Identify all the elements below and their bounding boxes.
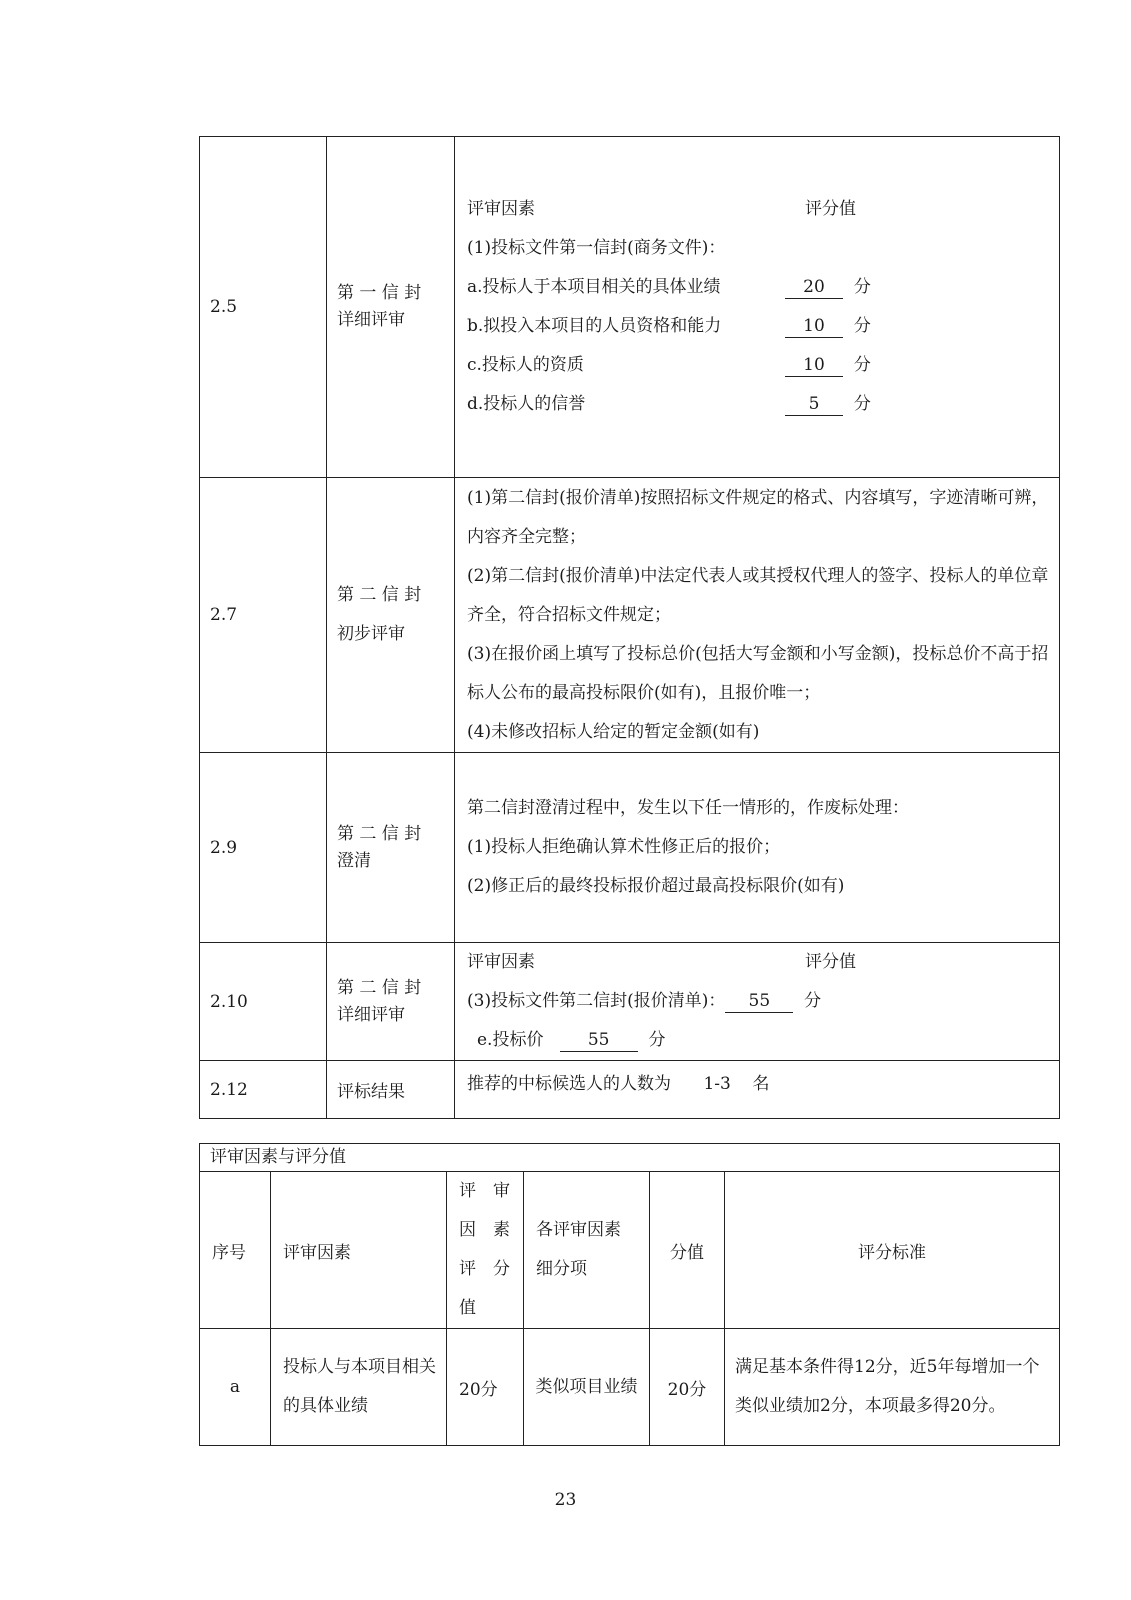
table-caption-row xyxy=(200,1144,1060,1172)
clause-name xyxy=(327,478,455,753)
clause-number: 2.5 xyxy=(200,137,327,478)
page-number: 23 xyxy=(554,1490,577,1510)
score-item-label: e.投标价 xyxy=(477,1030,544,1050)
clause-number: 2.10 xyxy=(200,943,327,1061)
score-item-value: 10 xyxy=(785,315,843,338)
clause-number: 2.9 xyxy=(200,753,327,943)
clause-content xyxy=(455,943,1060,1061)
header-line: 评 审 xyxy=(459,1181,510,1201)
header-line: 细分项 xyxy=(536,1259,587,1279)
clause-name-line: 澄清 xyxy=(337,850,371,871)
header-factor: 评审因素 xyxy=(271,1172,447,1329)
clause-number: 2.7 xyxy=(200,478,327,753)
paragraph: (1)第二信封(报价清单)按照招标文件规定的格式、内容填写，字迹清晰可辨，内容齐全完整； xyxy=(467,487,1049,547)
header-line: 各评审因素 xyxy=(536,1220,621,1240)
score-item-value: 55 xyxy=(560,1029,638,1052)
table-row xyxy=(200,753,1060,943)
score-item xyxy=(467,307,1051,346)
score-item-unit: 分 xyxy=(804,991,822,1011)
clause-name: 评标结果 xyxy=(327,1061,455,1119)
score-item-value: 5 xyxy=(785,393,843,416)
header-sub-item xyxy=(524,1172,650,1329)
clause-content xyxy=(455,478,1060,753)
clause-name-line: 第 二 信 封 xyxy=(337,585,422,605)
clause-name xyxy=(327,943,455,1061)
score-item-value: 20 xyxy=(785,276,843,299)
result-text: 推荐的中标候选人的人数为 xyxy=(467,1074,671,1094)
header-score: 分值 xyxy=(650,1172,725,1329)
table-row xyxy=(200,137,1060,478)
text-line: 第二信封澄清过程中，发生以下任一情形的，作废标处理： xyxy=(467,798,909,818)
clause-name-line: 初步评审 xyxy=(337,624,405,644)
paragraph: (4)未修改招标人给定的暂定金额(如有) xyxy=(467,721,760,742)
value-header: 评分值 xyxy=(805,952,856,972)
score-item-label: d.投标人的信誉 xyxy=(467,394,586,414)
clause-number: 2.12 xyxy=(200,1061,327,1119)
score-item-unit: 分 xyxy=(648,1030,666,1050)
clause-content xyxy=(455,1061,1060,1119)
table-row xyxy=(200,1329,1060,1446)
score-item-label: c.投标人的资质 xyxy=(467,355,584,375)
clause-name xyxy=(327,753,455,943)
score-item-label: b.拟投入本项目的人员资格和能力 xyxy=(467,316,722,336)
score-item-unit: 分 xyxy=(853,277,871,297)
table-row xyxy=(200,1061,1060,1119)
header-line: 评 分 xyxy=(459,1259,510,1279)
scoring-table xyxy=(199,1143,1060,1446)
text-line: (2)修正后的最终投标报价超过最高投标限价(如有) xyxy=(467,876,845,896)
row-criteria: 满足基本条件得12分，近5年每增加一个类似业绩加2分，本项最多得20分。 xyxy=(725,1329,1060,1446)
table-header-row xyxy=(200,1172,1060,1329)
clause-name xyxy=(327,137,455,478)
score-item xyxy=(467,982,1051,1021)
score-item-value: 55 xyxy=(725,990,793,1013)
result-unit: 名 xyxy=(752,1074,770,1094)
evaluation-rules-table xyxy=(199,136,1060,1119)
clause-content xyxy=(455,753,1060,943)
clause-name-line: 第 二 信 封 xyxy=(337,823,422,844)
text-line: (1)投标人拒绝确认算术性修正后的报价； xyxy=(467,837,781,857)
score-item-unit: 分 xyxy=(853,355,871,375)
row-seq: a xyxy=(200,1329,271,1446)
factor-header: 评审因素 xyxy=(467,952,535,972)
row-sub-item: 类似项目业绩 xyxy=(524,1329,650,1446)
clause-content xyxy=(455,137,1060,478)
score-item-unit: 分 xyxy=(853,394,871,414)
header-seq: 序号 xyxy=(200,1172,271,1329)
clause-name-line: 详细评审 xyxy=(337,310,405,330)
value-header: 评分值 xyxy=(805,199,856,219)
row-factor-score: 20分 xyxy=(447,1329,524,1446)
paragraph: (3)在报价函上填写了投标总价(包括大写金额和小写金额)，投标总价不高于招标人公布的最高投标限价(如有)，且报价唯一； xyxy=(467,643,1049,703)
intro-line: (1)投标文件第一信封(商务文件)： xyxy=(467,238,726,258)
score-item-unit: 分 xyxy=(853,316,871,336)
table-row xyxy=(200,943,1060,1061)
table-row xyxy=(200,478,1060,753)
clause-name-line: 第 一 信 封 xyxy=(337,283,422,303)
header-line: 值 xyxy=(459,1298,476,1318)
factor-header-line xyxy=(467,943,1051,982)
score-item xyxy=(467,346,1051,385)
header-line: 因 素 xyxy=(459,1220,510,1240)
table-caption: 评审因素与评分值 xyxy=(200,1144,1060,1172)
factor-header-line xyxy=(467,190,1051,229)
paragraph: (2)第二信封(报价清单)中法定代表人或其授权代理人的签字、投标人的单位章齐全，符合招标文件规定； xyxy=(467,565,1049,625)
header-factor-score xyxy=(447,1172,524,1329)
header-criteria: 评分标准 xyxy=(725,1172,1060,1329)
clause-name-line: 第 二 信 封 xyxy=(337,977,422,998)
score-item xyxy=(467,385,1051,424)
row-factor: 投标人与本项目相关的具体业绩 xyxy=(271,1329,447,1446)
score-item-value: 10 xyxy=(785,354,843,377)
score-item xyxy=(467,268,1051,307)
factor-header: 评审因素 xyxy=(467,199,535,219)
text-line xyxy=(467,1065,1051,1104)
score-item xyxy=(467,1021,1051,1060)
clause-name-line: 详细评审 xyxy=(337,1004,405,1025)
score-item-label: (3)投标文件第二信封(报价清单)： xyxy=(467,991,726,1011)
result-value: 1-3 xyxy=(703,1074,731,1094)
row-score: 20分 xyxy=(650,1329,725,1446)
score-item-label: a.投标人于本项目相关的具体业绩 xyxy=(467,277,721,297)
